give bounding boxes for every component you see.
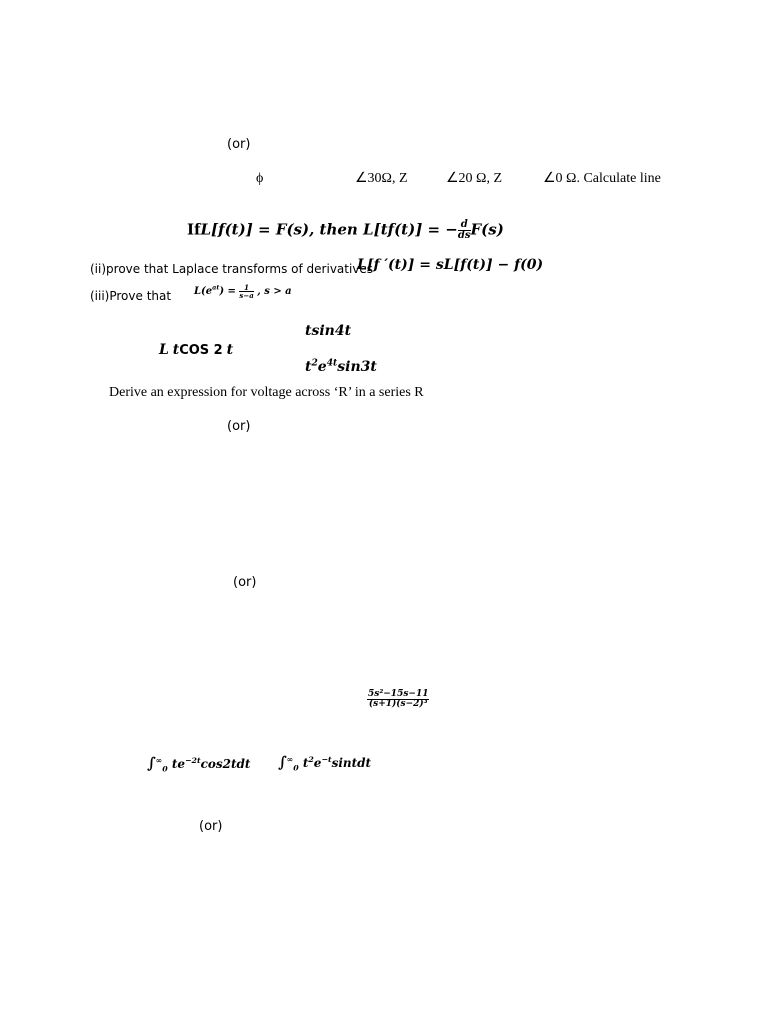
laplace-if: If [187,220,201,239]
transform-tsin4t: tsin4t [305,323,352,339]
or-separator-3: (or) [233,575,257,590]
impedance-z2: ∠20 Ω, Z [446,171,503,186]
phi-symbol: ϕ [256,171,264,186]
transform-t2e4tsin3t: $t^2e^{4t}\sin 3t$ [305,357,377,375]
impedance-z1: ∠30Ω, Z [355,171,408,186]
q-voltage-text: Derive an expression for voltage across ‘R’ in a series R [109,385,424,400]
q-ii-formula: L[f ′(t)] = sL[f(t)] − f(0) [357,257,544,273]
or-separator-2: (or) [227,419,251,434]
or-separator-4: (or) [199,819,223,834]
laplace-part1: L[f(t)] = F(s), then L[tf(t)] = − [200,220,458,239]
q-ii-text: (ii)prove that Laplace transforms of derivatives [90,262,374,276]
q-iii-text: (iii)Prove that [90,289,172,303]
impedance-z3-calc: ∠0 Ω. Calculate line [543,171,661,186]
transform-tcos2t: L tCOS 2 t [159,342,234,358]
or-separator-1: (or) [227,137,251,152]
laplace-part2: F(s) [470,220,504,239]
laplace-derivative-theorem [187,220,504,241]
partial-fraction-expression: $\frac{\text{5s²−15s−11}}{\text{(s+1)(s−2)³}}$ [368,689,429,709]
integral-2: $\int^\infty_0$ $t^2e^{-t}sintdt$ [278,753,372,773]
laplace-d-ds: $\frac{d}{ds}$ [457,219,471,241]
integral-1: $\int^\infty_0$ $te^{-2t}\cos 2tdt$ [147,754,251,774]
q-iii-formula: $L(e^{at})$ = $\frac{1}{s-a}$ , s > a [194,283,292,300]
